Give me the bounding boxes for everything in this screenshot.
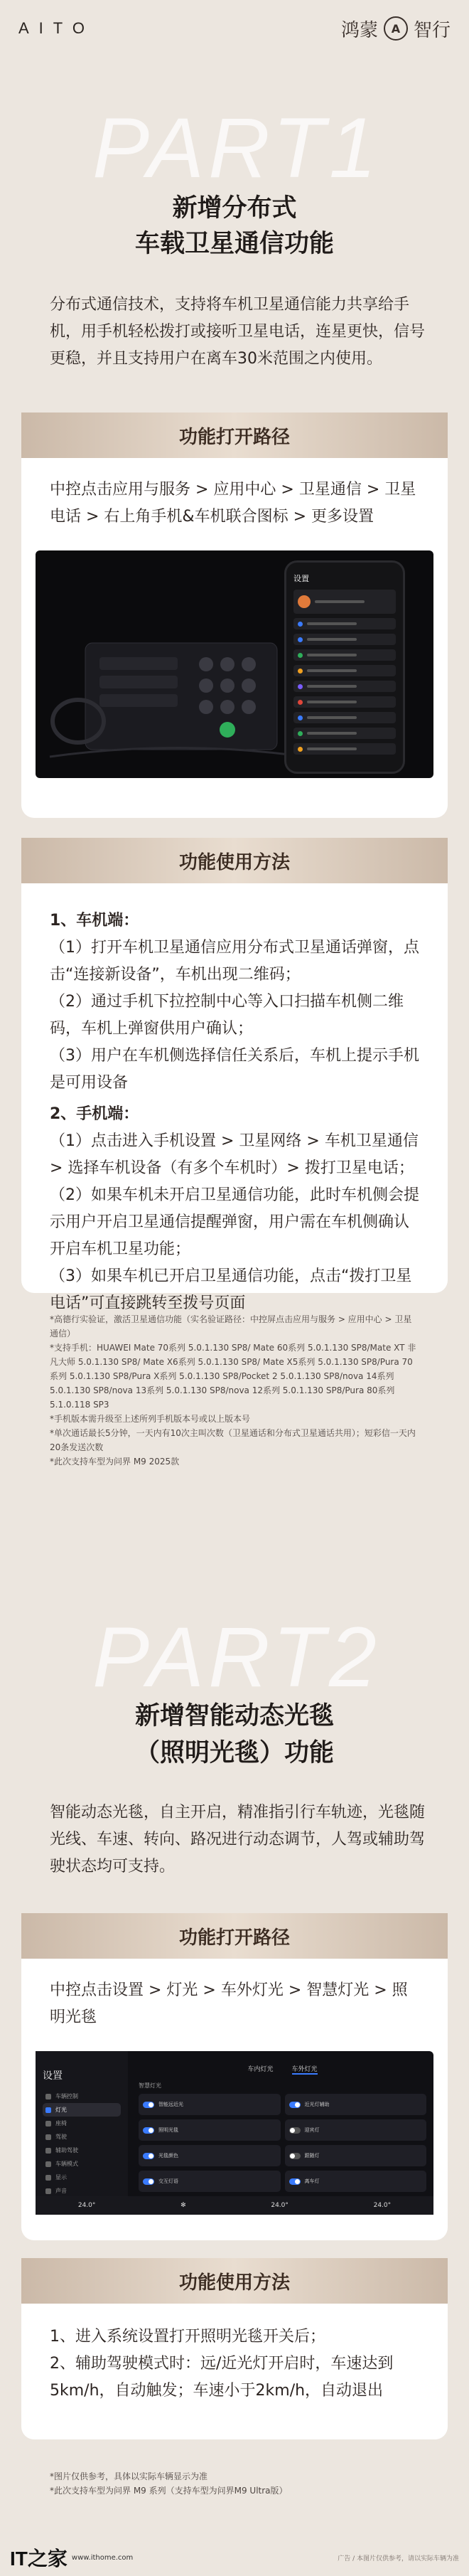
phone-bar xyxy=(307,685,357,688)
phone-row xyxy=(293,696,396,708)
car-side-heading: 1、车机端： xyxy=(50,912,139,930)
phone-row xyxy=(293,728,396,739)
ithome-brand[interactable] xyxy=(10,2543,133,2572)
part1-watermark: PART1 xyxy=(92,100,381,196)
part2-title-line2: （照明光毯）功能 xyxy=(134,1739,334,1767)
network-icon xyxy=(298,653,303,658)
settings-sidebar xyxy=(36,2051,128,2215)
tile-label: 智能远近光 xyxy=(158,2102,183,2107)
phone-bar xyxy=(307,638,357,641)
temp-mid[interactable]: 24.0° xyxy=(271,2202,289,2209)
footnote: *支持手机：HUAWEI Mate 70系列 5.0.1.130 SP8/ Mate 60系列 5.0.1.130 SP8/Mate XT 非凡大师 5.0.1.130 SP8/ Mate X6系列 5.0.1.130 SP8/ Mate X5系列 5.0.1.130 SP8/Pura 70系列 5.0.1.130 SP8/Pura X系列 5.0.1.130 SP8/Pocket 2 5.0.1.130 SP8/nova 14系列 5.0.1.130 SP8/nova 13系列 5.0.1.130 SP8/nova 12系列 5.0.1.130 SP8/Pura 80系列 5.1.0.118 SP3 xyxy=(50,1343,416,1410)
tile-light-language[interactable] xyxy=(139,2171,281,2192)
toggle[interactable] xyxy=(143,2102,154,2108)
phone-bar xyxy=(307,654,357,656)
sidebar-item-label: 车辆模式 xyxy=(55,2161,78,2167)
part1-footnotes xyxy=(50,1312,419,1469)
sound-icon xyxy=(45,2188,51,2194)
phone-row xyxy=(293,743,396,755)
settings-screen-photo xyxy=(36,2051,433,2215)
lights-grid xyxy=(139,2094,426,2192)
link-icon xyxy=(298,684,303,689)
display-icon xyxy=(45,2175,51,2181)
phone-step: （2）如果车机未开启卫星通信功能，此时车机侧会提示用户开启卫星通信提醒弹窗，用户需在车机侧确认开启车机卫星功能； xyxy=(50,1186,419,1258)
brand-group xyxy=(341,16,451,42)
toggle[interactable] xyxy=(289,2153,301,2159)
sidebar-item-mode[interactable] xyxy=(43,2157,121,2171)
apps-icon xyxy=(298,747,303,752)
phone-row xyxy=(293,665,396,676)
toggle[interactable] xyxy=(143,2127,154,2134)
part1-path-text: 中控点击应用与服务 > 应用中心 > 卫星通信 > 卫星电话 > 右上角手机&车机联合图标 > 更多设置 xyxy=(50,481,416,526)
tile-label: 离车灯 xyxy=(304,2178,320,2184)
lights-tabs xyxy=(139,2064,426,2075)
footnote: *手机版本需升级至上述所列手机版本号或以上版本号 xyxy=(50,1414,251,1424)
phone-step: （1）点击进入手机设置 > 卫星网络 > 车机卫星通信 > 选择车机设备（有多个车机时）> 拨打卫星电话； xyxy=(50,1132,419,1177)
phone-row xyxy=(293,712,396,723)
settings-main xyxy=(139,2058,426,2193)
part2-intro: 智能动态光毯，自主开启，精准指引行车轨迹，光毯随光线、车速、转向、路况进行动态调节，人驾或辅助驾驶状态均可支持。 xyxy=(50,1804,426,1875)
tile-exit-light[interactable] xyxy=(285,2171,427,2192)
wifi-icon xyxy=(298,622,303,627)
avatar-icon xyxy=(298,595,311,608)
part1-title-line1: 新增分布式 xyxy=(172,194,297,223)
footer xyxy=(0,2539,469,2576)
tab-interior-lights[interactable]: 车内灯光 xyxy=(247,2066,274,2073)
temp-right[interactable]: 24.0° xyxy=(373,2202,392,2209)
car-screen-photo xyxy=(36,550,433,778)
fan-icon[interactable]: ✻ xyxy=(180,2202,186,2209)
tile-welcome-light[interactable] xyxy=(285,2119,427,2141)
light-icon xyxy=(45,2107,51,2113)
car-step: （3）用户在车机侧选择信任关系后，车机上提示手机是可用设备 xyxy=(50,1047,419,1092)
phone-step: （3）如果车机已开启卫星通信功能，点击“拨打卫星电话”可直接跳转至拨号页面 xyxy=(50,1267,412,1312)
aito-logo: AITO xyxy=(18,19,95,37)
phone-bar xyxy=(307,622,357,625)
part1-usage-body xyxy=(21,883,448,1337)
part2-usage-body xyxy=(21,2304,448,2425)
part2-path-text: 中控点击设置 > 灯光 > 车外灯光 > 智慧灯光 > 照明光毯 xyxy=(50,1981,408,2026)
sidebar-item-label: 灯光 xyxy=(55,2107,67,2113)
part1-title-line2: 车载卫星通信功能 xyxy=(134,230,334,258)
tile-label: 交互灯语 xyxy=(158,2178,178,2184)
sidebar-item-label: 辅助驾驶 xyxy=(55,2147,78,2154)
tile-label: 迎宾灯 xyxy=(304,2127,320,2133)
part2-path-card xyxy=(21,1913,448,2240)
sidebar-item-driving[interactable] xyxy=(43,2130,121,2144)
tile-light-carpet[interactable] xyxy=(139,2119,281,2141)
car-dashboard-image xyxy=(50,579,306,764)
part1-usage-heading: 功能使用方法 xyxy=(21,838,448,883)
part2-title-line1: 新增智能动态光毯 xyxy=(134,1702,334,1730)
part1-path-heading: 功能打开路径 xyxy=(21,413,448,458)
part2-footnotes xyxy=(50,2469,419,2498)
tile-label: 近光灯辅助 xyxy=(304,2102,330,2107)
usage-step: 1、进入系统设置打开照明光毯开关后； xyxy=(50,2328,325,2346)
tile-label: 照明光毯 xyxy=(158,2127,178,2133)
seat-icon xyxy=(45,2121,51,2127)
footnote: *此次支持车型为问界 M9 系列（支持车型为问界M9 Ultra版） xyxy=(50,2486,288,2496)
display-icon xyxy=(298,715,303,720)
smart-lights-section: 智慧灯光 xyxy=(139,2082,161,2089)
phone-bar xyxy=(307,701,357,703)
ithome-logo: IT之家 xyxy=(10,2548,68,2570)
footnote: *高德行实验证，激活卫星通信功能（实名验证路径：中控屏点击应用与服务 > 应用中心 > 卫星通信） xyxy=(50,1314,412,1338)
tile-label: 跟随灯 xyxy=(304,2153,320,2159)
phone-account-row xyxy=(293,590,396,614)
header xyxy=(0,0,469,57)
tile-follow-light[interactable] xyxy=(285,2145,427,2166)
part2-usage-card xyxy=(21,2258,448,2439)
phone-row xyxy=(293,681,396,692)
sidebar-item-label: 声音 xyxy=(55,2188,67,2194)
tile-label: 光毯颜色 xyxy=(158,2153,178,2159)
tile-low-beam-assist[interactable] xyxy=(285,2094,427,2115)
phone-settings-title: 设置 xyxy=(293,574,309,583)
car-icon xyxy=(45,2094,51,2099)
phone-bar xyxy=(307,732,357,735)
brand-zhixing: 智行 xyxy=(413,19,451,41)
bluetooth-icon xyxy=(298,637,303,642)
footer-note: 广告 / 本图片仅供参考，请以实际车辆为准 xyxy=(338,2555,459,2562)
phone-mockup xyxy=(284,560,405,774)
phone-row xyxy=(293,618,396,629)
phone-bar xyxy=(315,600,365,603)
tile-carpet-color[interactable] xyxy=(139,2145,281,2166)
notification-icon xyxy=(298,700,303,705)
part1-path-card xyxy=(21,413,448,818)
climate-bar xyxy=(36,2196,433,2215)
part2-usage-heading: 功能使用方法 xyxy=(21,2258,448,2304)
footnote: *图片仅供参考，具体以实际车辆显示为准 xyxy=(50,2471,208,2481)
sidebar-item-label: 车辆控制 xyxy=(55,2093,78,2099)
footnote: *此次支持车型为问界 M9 2025款 xyxy=(50,1457,180,1467)
phone-bar xyxy=(307,716,357,719)
car-step: （2）通过手机下拉控制中心等入口扫描车机侧二维码，车机上弹窗供用户确认； xyxy=(50,993,404,1038)
brand-hongmeng: 鸿蒙 xyxy=(340,19,378,41)
phone-side-heading: 2、手机端： xyxy=(50,1105,139,1123)
steering-icon xyxy=(45,2134,51,2140)
sidebar-item-lights[interactable] xyxy=(43,2103,121,2117)
car-step: （1）打开车机卫星通信应用分布式卫星通话弹窗，点击“连接新设备”，车机出现二维码； xyxy=(50,939,419,984)
sidebar-item-label: 显示 xyxy=(55,2174,67,2181)
mode-icon xyxy=(45,2161,51,2167)
tab-exterior-lights[interactable]: 车外灯光 xyxy=(292,2064,318,2075)
toggle[interactable] xyxy=(289,2178,301,2185)
phone-bar xyxy=(307,669,357,672)
part2-path-heading: 功能打开路径 xyxy=(21,1913,448,1959)
toggle[interactable] xyxy=(289,2127,301,2134)
sidebar-item-display[interactable] xyxy=(43,2171,121,2184)
part1-usage-card xyxy=(21,838,448,1312)
sidebar-item-assist[interactable] xyxy=(43,2144,121,2157)
part2-watermark: PART2 xyxy=(92,1609,381,1705)
tile-smart-beam[interactable] xyxy=(139,2094,281,2115)
brand-logo-icon: A xyxy=(384,16,408,41)
sound-icon xyxy=(298,731,303,736)
sidebar-item-label: 座椅 xyxy=(55,2120,67,2127)
sidebar-item-vehicle[interactable] xyxy=(43,2090,121,2103)
phone-row xyxy=(293,649,396,661)
phone-row xyxy=(293,634,396,645)
toggle[interactable] xyxy=(143,2178,154,2185)
toggle[interactable] xyxy=(143,2153,154,2159)
footnote: *单次通话最长5分钟，一天内有10次主叫次数（卫星通话和分布式卫星通话共用）；短彩信一天内20条发送次数 xyxy=(50,1428,416,1452)
settings-sidebar-title: 设置 xyxy=(43,2070,63,2082)
part1-intro: 分布式通信技术，支持将车机卫星通信能力共享给手机，用手机轻松拨打或接听卫星电话，连星更快，信号更稳，并且支持用户在离车30米范围之内使用。 xyxy=(50,296,426,368)
sidebar-item-label: 驾驶 xyxy=(55,2134,67,2140)
sidebar-item-seat[interactable] xyxy=(43,2117,121,2130)
satellite-icon xyxy=(298,669,303,674)
assist-icon xyxy=(45,2148,51,2154)
temp-left[interactable]: 24.0° xyxy=(77,2202,96,2209)
toggle[interactable] xyxy=(289,2102,301,2108)
phone-bar xyxy=(307,747,357,750)
usage-step: 2、辅助驾驶模式时：远/近光灯开启时，车速达到5km/h，自动触发；车速小于2km/h，自动退出 xyxy=(50,2355,394,2400)
ithome-url: www.ithome.com xyxy=(71,2553,134,2562)
